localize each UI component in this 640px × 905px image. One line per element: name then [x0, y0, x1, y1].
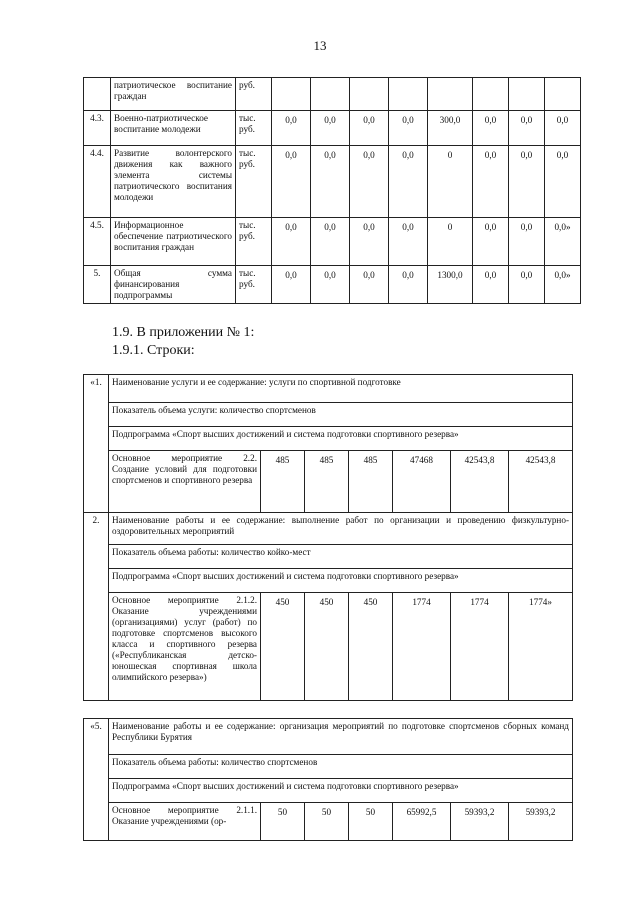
table-row: [84, 779, 573, 803]
event-name: Основное мероприятие 2.2. Создание условий для подготовки спортсменов и спортивного резерва: [109, 451, 261, 513]
value-cell: 0,0: [473, 218, 509, 266]
value-cell: 450: [349, 593, 393, 701]
value-cell: 50: [305, 803, 349, 841]
value-cell: 0,0: [509, 146, 545, 218]
table-row: [84, 375, 573, 403]
table-row: [84, 803, 573, 841]
value-cell: 0,0: [311, 146, 350, 218]
value-cell: 485: [349, 451, 393, 513]
services-table: [83, 374, 573, 701]
table-row: [84, 755, 573, 779]
row-name: Информационное обеспечение патриотического воспитания граждан: [111, 218, 236, 266]
value-cell: 50: [261, 803, 305, 841]
value-cell: [389, 78, 428, 111]
table-row: [84, 427, 573, 451]
value-cell: 0,0: [311, 266, 350, 304]
row-name: Военно-патриотическое воспитание молодежи: [111, 111, 236, 146]
value-cell: 1774: [451, 593, 509, 701]
value-cell: 59393,2: [509, 803, 573, 841]
value-cell: 0,0: [509, 266, 545, 304]
value-cell: 1774»: [509, 593, 573, 701]
subsection-heading: 1.9.1. Строки:: [112, 343, 195, 358]
volume-indicator: Показатель объема работы: количество койко-мест: [109, 545, 573, 569]
value-cell: 42543,8: [509, 451, 573, 513]
value-cell: 1300,0: [428, 266, 473, 304]
value-cell: 450: [305, 593, 349, 701]
value-cell: [545, 78, 581, 111]
table-row: [84, 146, 581, 218]
table-row: [84, 403, 573, 427]
row-number: «1.: [84, 375, 109, 513]
subprogram-name: Подпрограмма «Спорт высших достижений и система подготовки спортивного резерва»: [109, 569, 573, 593]
value-cell: 0,0: [545, 146, 581, 218]
row-unit: тыс. руб.: [236, 266, 272, 304]
value-cell: 42543,8: [451, 451, 509, 513]
value-cell: 50: [349, 803, 393, 841]
value-cell: 0,0: [272, 266, 311, 304]
value-cell: 47468: [393, 451, 451, 513]
value-cell: 65992,5: [393, 803, 451, 841]
value-cell: 59393,2: [451, 803, 509, 841]
value-cell: 0,0»: [545, 266, 581, 304]
value-cell: 0: [428, 218, 473, 266]
section-heading: 1.9. В приложении № 1:: [112, 325, 255, 340]
row-unit: тыс. руб.: [236, 111, 272, 146]
table-row: [84, 266, 581, 304]
value-cell: [473, 78, 509, 111]
value-cell: 0,0: [272, 218, 311, 266]
row-name: патриотическое воспитание граждан: [111, 78, 236, 111]
row-number: 4.5.: [84, 218, 111, 266]
value-cell: [350, 78, 389, 111]
table-row: [84, 218, 581, 266]
value-cell: 0,0: [473, 146, 509, 218]
value-cell: 0,0»: [545, 218, 581, 266]
value-cell: 450: [261, 593, 305, 701]
value-cell: 0,0: [350, 266, 389, 304]
value-cell: 0: [428, 146, 473, 218]
service-name: Наименование работы и ее содержание: выполнение работ по организации и проведению физкультурно-оздоровительных мероприятий: [109, 513, 573, 545]
value-cell: 0,0: [350, 218, 389, 266]
table-row: [84, 78, 581, 111]
table-row: [84, 545, 573, 569]
value-cell: 0,0: [509, 218, 545, 266]
value-cell: 0,0: [389, 146, 428, 218]
service-name: Наименование услуги и ее содержание: услуги по спортивной подготовке: [109, 375, 573, 403]
value-cell: 0,0: [272, 146, 311, 218]
value-cell: 0,0: [509, 111, 545, 146]
row-unit: руб.: [236, 78, 272, 111]
row-number: «5.: [84, 719, 109, 841]
row-number: [84, 78, 111, 111]
value-cell: 1774: [393, 593, 451, 701]
value-cell: 0,0: [272, 111, 311, 146]
table-row: [84, 451, 573, 513]
row-unit: тыс. руб.: [236, 146, 272, 218]
table-row: [84, 719, 573, 755]
value-cell: 485: [261, 451, 305, 513]
value-cell: 0,0: [389, 266, 428, 304]
value-cell: 300,0: [428, 111, 473, 146]
row-unit: тыс. руб.: [236, 218, 272, 266]
value-cell: 0,0: [389, 218, 428, 266]
page-number: 13: [313, 38, 327, 53]
volume-indicator: Показатель объема работы: количество спортсменов: [109, 755, 573, 779]
subprogram-name: Подпрограмма «Спорт высших достижений и система подготовки спортивного резерва»: [109, 779, 573, 803]
financing-table: [83, 77, 581, 304]
value-cell: 0,0: [350, 111, 389, 146]
volume-indicator: Показатель объема услуги: количество спортсменов: [109, 403, 573, 427]
row-name: Развитие волонтерского движения как важного элемента системы патриотического воспитания молодежи: [111, 146, 236, 218]
table-row: [84, 513, 573, 545]
value-cell: [272, 78, 311, 111]
row-number: 2.: [84, 513, 109, 701]
row-number: 5.: [84, 266, 111, 304]
row-number: 4.4.: [84, 146, 111, 218]
event-name: Основное мероприятие 2.1.2. Оказание учреждениями (организациями) услуг (работ) по подготовке спортсменов высокого класса и спортивного резерва («Республиканская детско-юношеская спортивная школа олимпийского резерва»): [109, 593, 261, 701]
value-cell: 0,0: [545, 111, 581, 146]
value-cell: 0,0: [311, 111, 350, 146]
value-cell: 0,0: [473, 111, 509, 146]
value-cell: 0,0: [473, 266, 509, 304]
table-row: [84, 593, 573, 701]
table-row: [84, 569, 573, 593]
row-number: 4.3.: [84, 111, 111, 146]
value-cell: [311, 78, 350, 111]
value-cell: 0,0: [350, 146, 389, 218]
value-cell: [428, 78, 473, 111]
event-name: Основное мероприятие 2.1.1. Оказание учреждениями (ор-: [109, 803, 261, 841]
row-name: Общая сумма финансирования подпрограммы: [111, 266, 236, 304]
value-cell: [509, 78, 545, 111]
value-cell: 0,0: [311, 218, 350, 266]
works-table: [83, 718, 573, 841]
value-cell: 485: [305, 451, 349, 513]
table-row: [84, 111, 581, 146]
service-name: Наименование работы и ее содержание: организация мероприятий по подготовке спортсменов сборных команд Республики Бурятия: [109, 719, 573, 755]
value-cell: 0,0: [389, 111, 428, 146]
subprogram-name: Подпрограмма «Спорт высших достижений и система подготовки спортивного резерва»: [109, 427, 573, 451]
